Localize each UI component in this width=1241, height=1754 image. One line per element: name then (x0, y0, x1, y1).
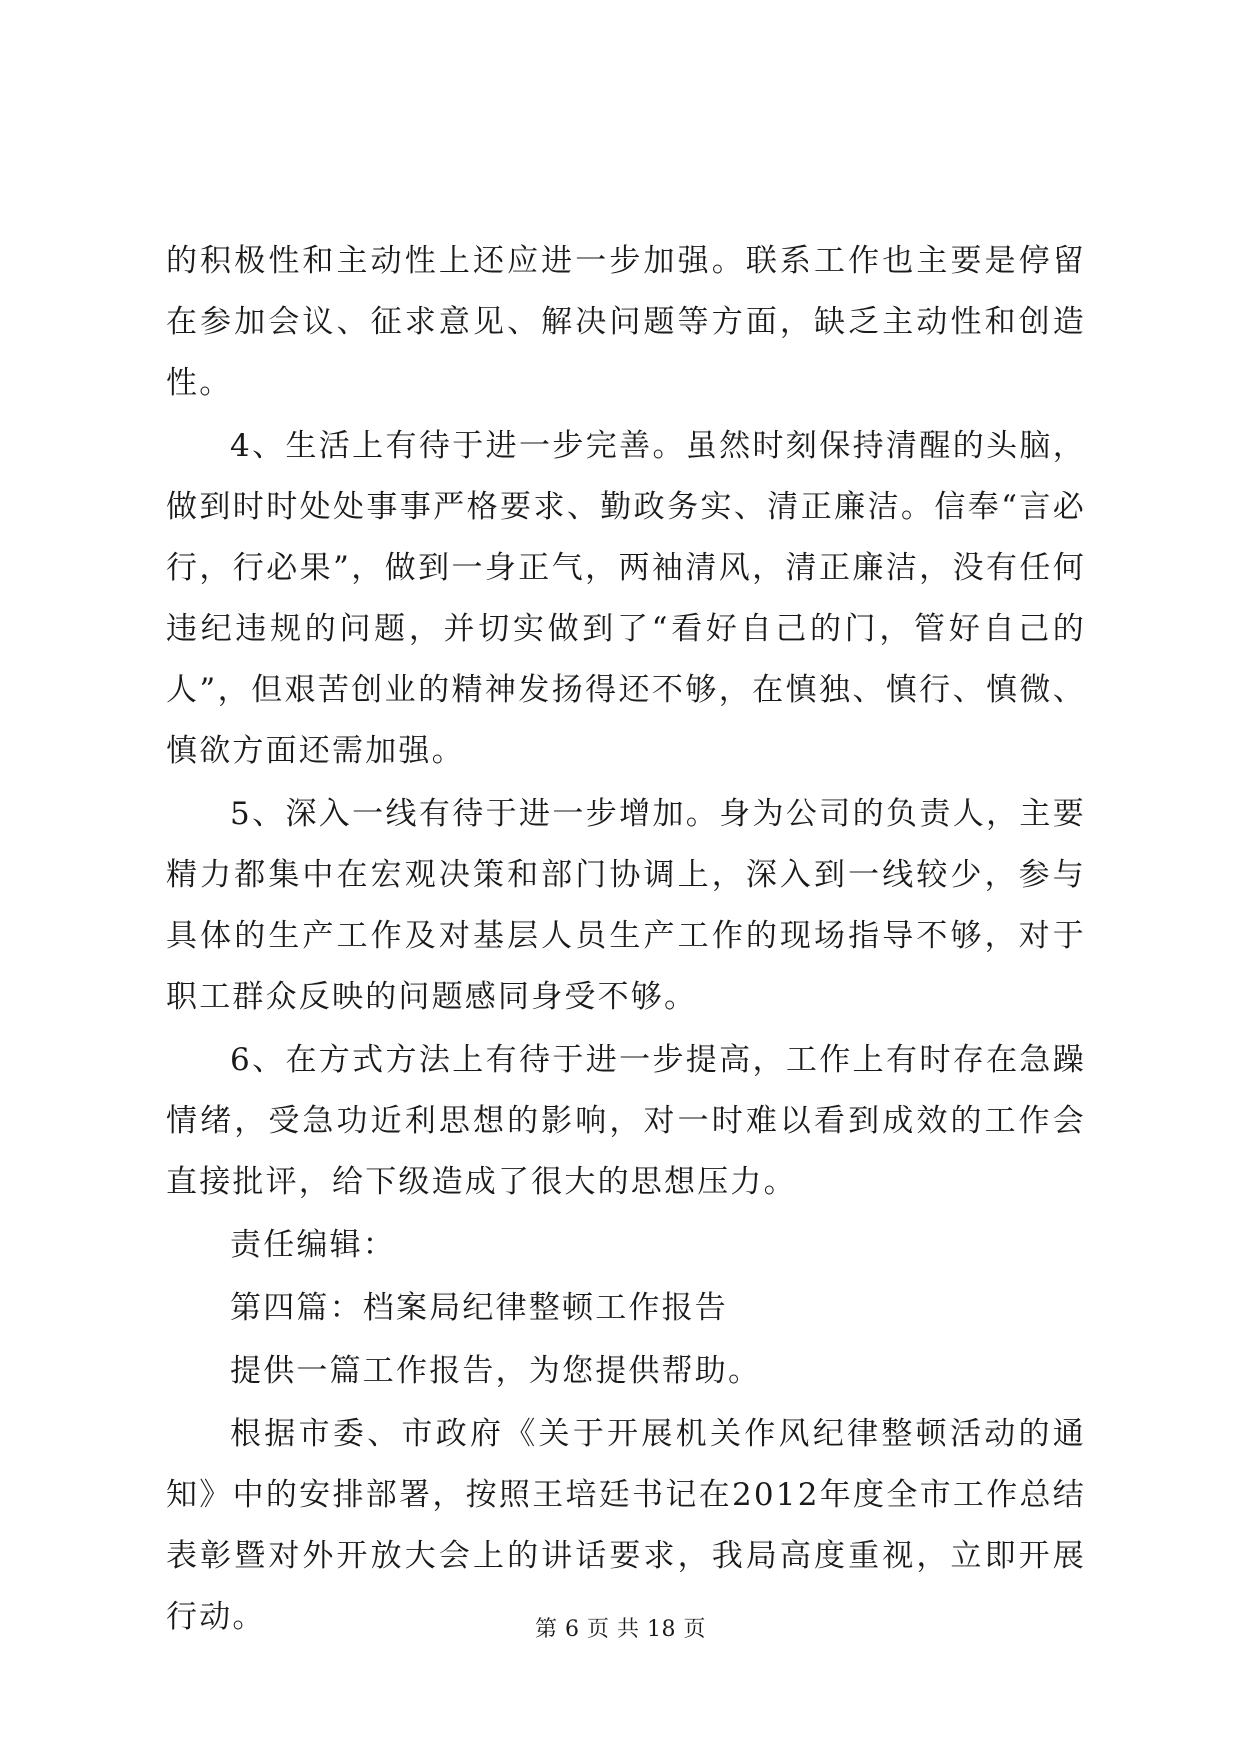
document-body (166, 231, 1086, 1650)
paragraph-item-5: 5、深入一线有待于进一步增加。身为公司的负责人，主要精力都集中在宏观决策和部门协调上，深入到一线较少，参与具体的生产工作及对基层人员生产工作的现场指导不够，对于职工群众反映的问题感同身受不够。 (166, 796, 1086, 1015)
paragraph-item-6: 6、在方式方法上有待于进一步提高，工作上有时存在急躁情绪，受急功近利思想的影响，对一时难以看到成效的工作会直接批评，给下级造成了很大的思想压力。 (166, 1042, 1086, 1200)
paragraph-continuation: 的积极性和主动性上还应进一步加强。联系工作也主要是停留在参加会议、征求意见、解决问题等方面，缺乏主动性和创造性。 (166, 243, 1086, 401)
paragraph-report-opening: 根据市委、市政府《关于开展机关作风纪律整顿活动的通知》中的安排部署，按照王培廷书记在2012年度全市工作总结表彰暨对外开放大会上的讲话要求，我局高度重视，立即开展行动。 (166, 1416, 1086, 1635)
page-number-footer: 第 6 页 共 18 页 (535, 1617, 706, 1642)
intro-line: 提供一篇工作报告，为您提供帮助。 (230, 1353, 762, 1389)
paragraph-item-4: 4、生活上有待于进一步完善。虽然时刻保持清醒的头脑，做到时时处处事事严格要求、勤政务实、清正廉洁。信奉“言必行，行必果”，做到一身正气，两袖清风，清正廉洁，没有任何违纪违规的问题，并切实做到了“看好自己的门，管好自己的人”，但艰苦创业的精神发扬得还不够，在慎独、慎行、慎微、慎欲方面还需加强。 (166, 428, 1086, 769)
section-heading: 第四篇：档案局纪律整顿工作报告 (230, 1290, 728, 1326)
responsible-editor-line: 责任编辑： (230, 1227, 396, 1263)
